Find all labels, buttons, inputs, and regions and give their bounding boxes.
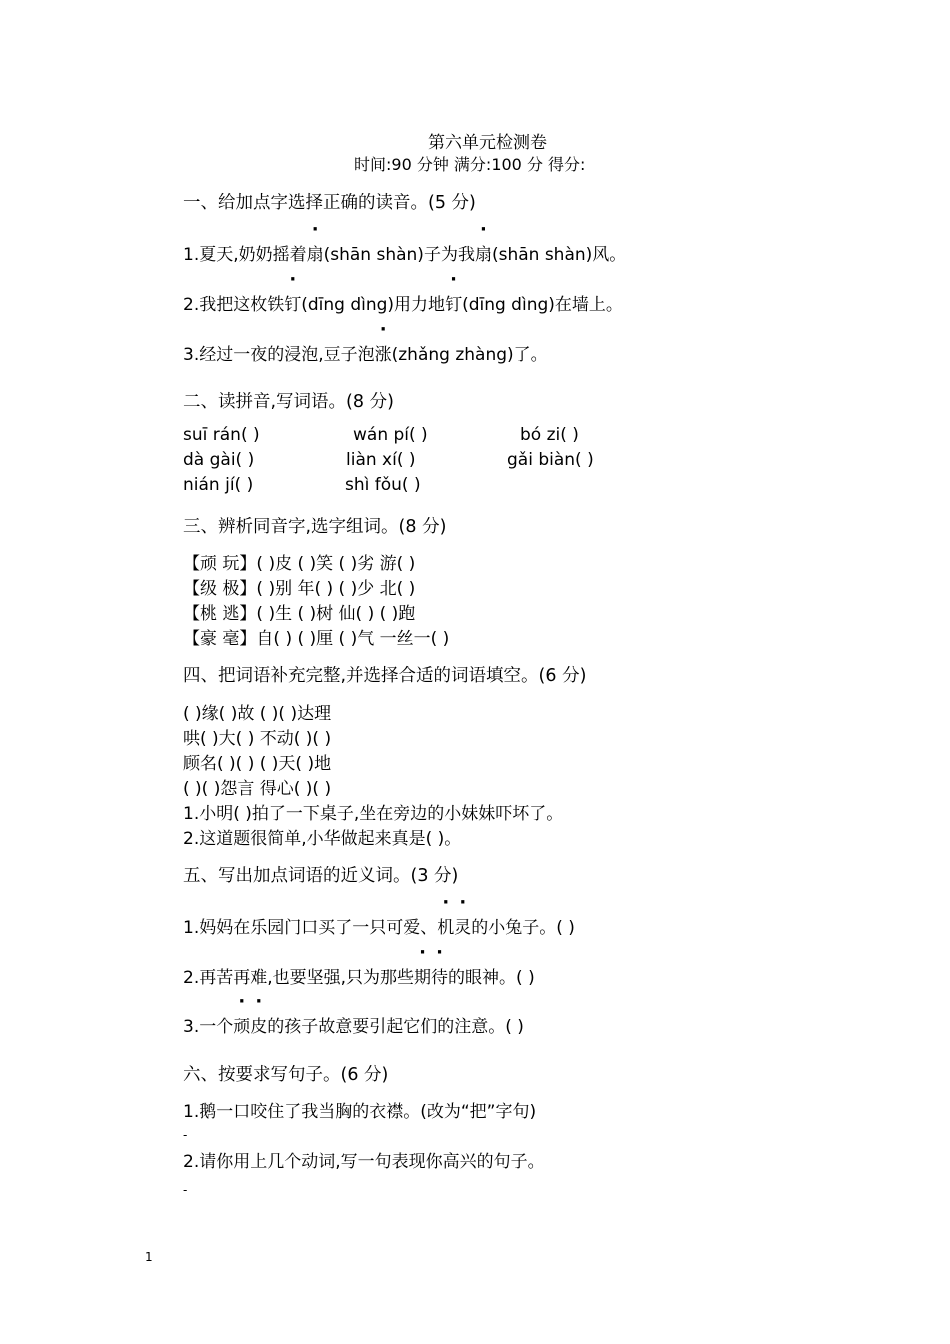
pinyin-item: wán pí( ) [353, 425, 428, 445]
dotted-char: 机 [437, 918, 455, 938]
page-title: 第六单元检测卷 [428, 133, 547, 153]
idiom-row: ( )缘( )故 ( )( )达理 [183, 704, 332, 724]
idiom-row: 哄( )大( ) 不动( )( ) [183, 729, 332, 749]
sec4-question-1: 1.小明( )拍了一下桌子,坐在旁边的小妹妹吓坏了。 [183, 804, 564, 824]
idiom-row: ( )( )怨言 得心( )( ) [183, 779, 332, 799]
pinyin-item: shì fǒu( ) [345, 475, 421, 495]
pinyin-item: dà gài( ) [183, 450, 255, 470]
section-1-heading: 一、给加点字选择正确的读音。(5 分) [183, 193, 476, 213]
homophone-row: 【桃 逃】( )生 ( )树 仙( ) ( )跑 [183, 604, 416, 624]
sec1-question-1: 1.夏天,奶奶摇着扇(shān shàn)子为我扇(shān shàn)风。 [183, 240, 626, 265]
section-6-heading: 六、按要求写句子。(6 分) [183, 1065, 389, 1085]
homophone-row: 【级 极】( )别 年( ) ( )少 北( ) [183, 579, 416, 599]
exam-meta: 时间:90 分钟 满分:100 分 得分: [354, 155, 586, 174]
answer-blank: - [183, 1183, 188, 1197]
dotted-char: 涨 [374, 345, 392, 365]
page-number: 1 [145, 1250, 153, 1264]
section-2-heading: 二、读拼音,写词语。(8 分) [183, 392, 394, 412]
dotted-char: 待 [431, 968, 449, 988]
pinyin-item: liàn xí( ) [346, 450, 416, 470]
sec6-question-1: 1.鹅一口咬住了我当胸的衣襟。(改为“把”字句) [183, 1102, 537, 1122]
dotted-char: 扇 [306, 245, 324, 265]
section-3-heading: 三、辨析同音字,选字组词。(8 分) [183, 517, 447, 537]
dotted-char: 灵 [454, 918, 472, 938]
dotted-char: 钉 [445, 295, 463, 315]
sec5-question-2: 2.再苦再难,也要坚强,只为那些期待的眼神。( ) [183, 963, 535, 988]
section-5-heading: 五、写出加点词语的近义词。(3 分) [183, 866, 459, 886]
dotted-char: 钉 [284, 295, 302, 315]
sec6-question-2: 2.请你用上几个动词,写一句表现你高兴的句子。 [183, 1152, 545, 1172]
sec4-question-2: 2.这道题很简单,小华做起来真是( )。 [183, 829, 462, 849]
pinyin-item: gǎi biàn( ) [507, 450, 594, 470]
sec1-question-3: 3.经过一夜的浸泡,豆子泡涨(zhǎng zhàng)了。 [183, 340, 548, 365]
pinyin-item: bó zi( ) [520, 425, 579, 445]
homophone-row: 【豪 毫】自( ) ( )厘 ( )气 一丝一( ) [183, 629, 450, 649]
homophone-row: 【顽 玩】( )皮 ( )笑 ( )劣 游( ) [183, 554, 416, 574]
dotted-char: 扇 [474, 245, 492, 265]
section-4-heading: 四、把词语补充完整,并选择合适的词语填空。(6 分) [183, 666, 587, 686]
dotted-char: 皮 [250, 1017, 268, 1037]
idiom-row: 顾名( )( ) ( )天( )地 [183, 754, 332, 774]
sec1-question-2: 2.我把这枚铁钉(dīng dìng)用力地钉(dīng dìng)在墙上。 [183, 290, 623, 315]
pinyin-item: suī rán( ) [183, 425, 260, 445]
pinyin-item: nián jí( ) [183, 475, 254, 495]
answer-blank: - [183, 1128, 188, 1142]
dotted-char: 期 [414, 968, 432, 988]
dotted-char: 顽 [233, 1017, 251, 1037]
sec5-question-1: 1.妈妈在乐园门口买了一只可爱、机灵的小兔子。( ) [183, 913, 575, 938]
sec5-question-3: 3.一个顽皮的孩子故意要引起它们的注意。( ) [183, 1012, 524, 1037]
